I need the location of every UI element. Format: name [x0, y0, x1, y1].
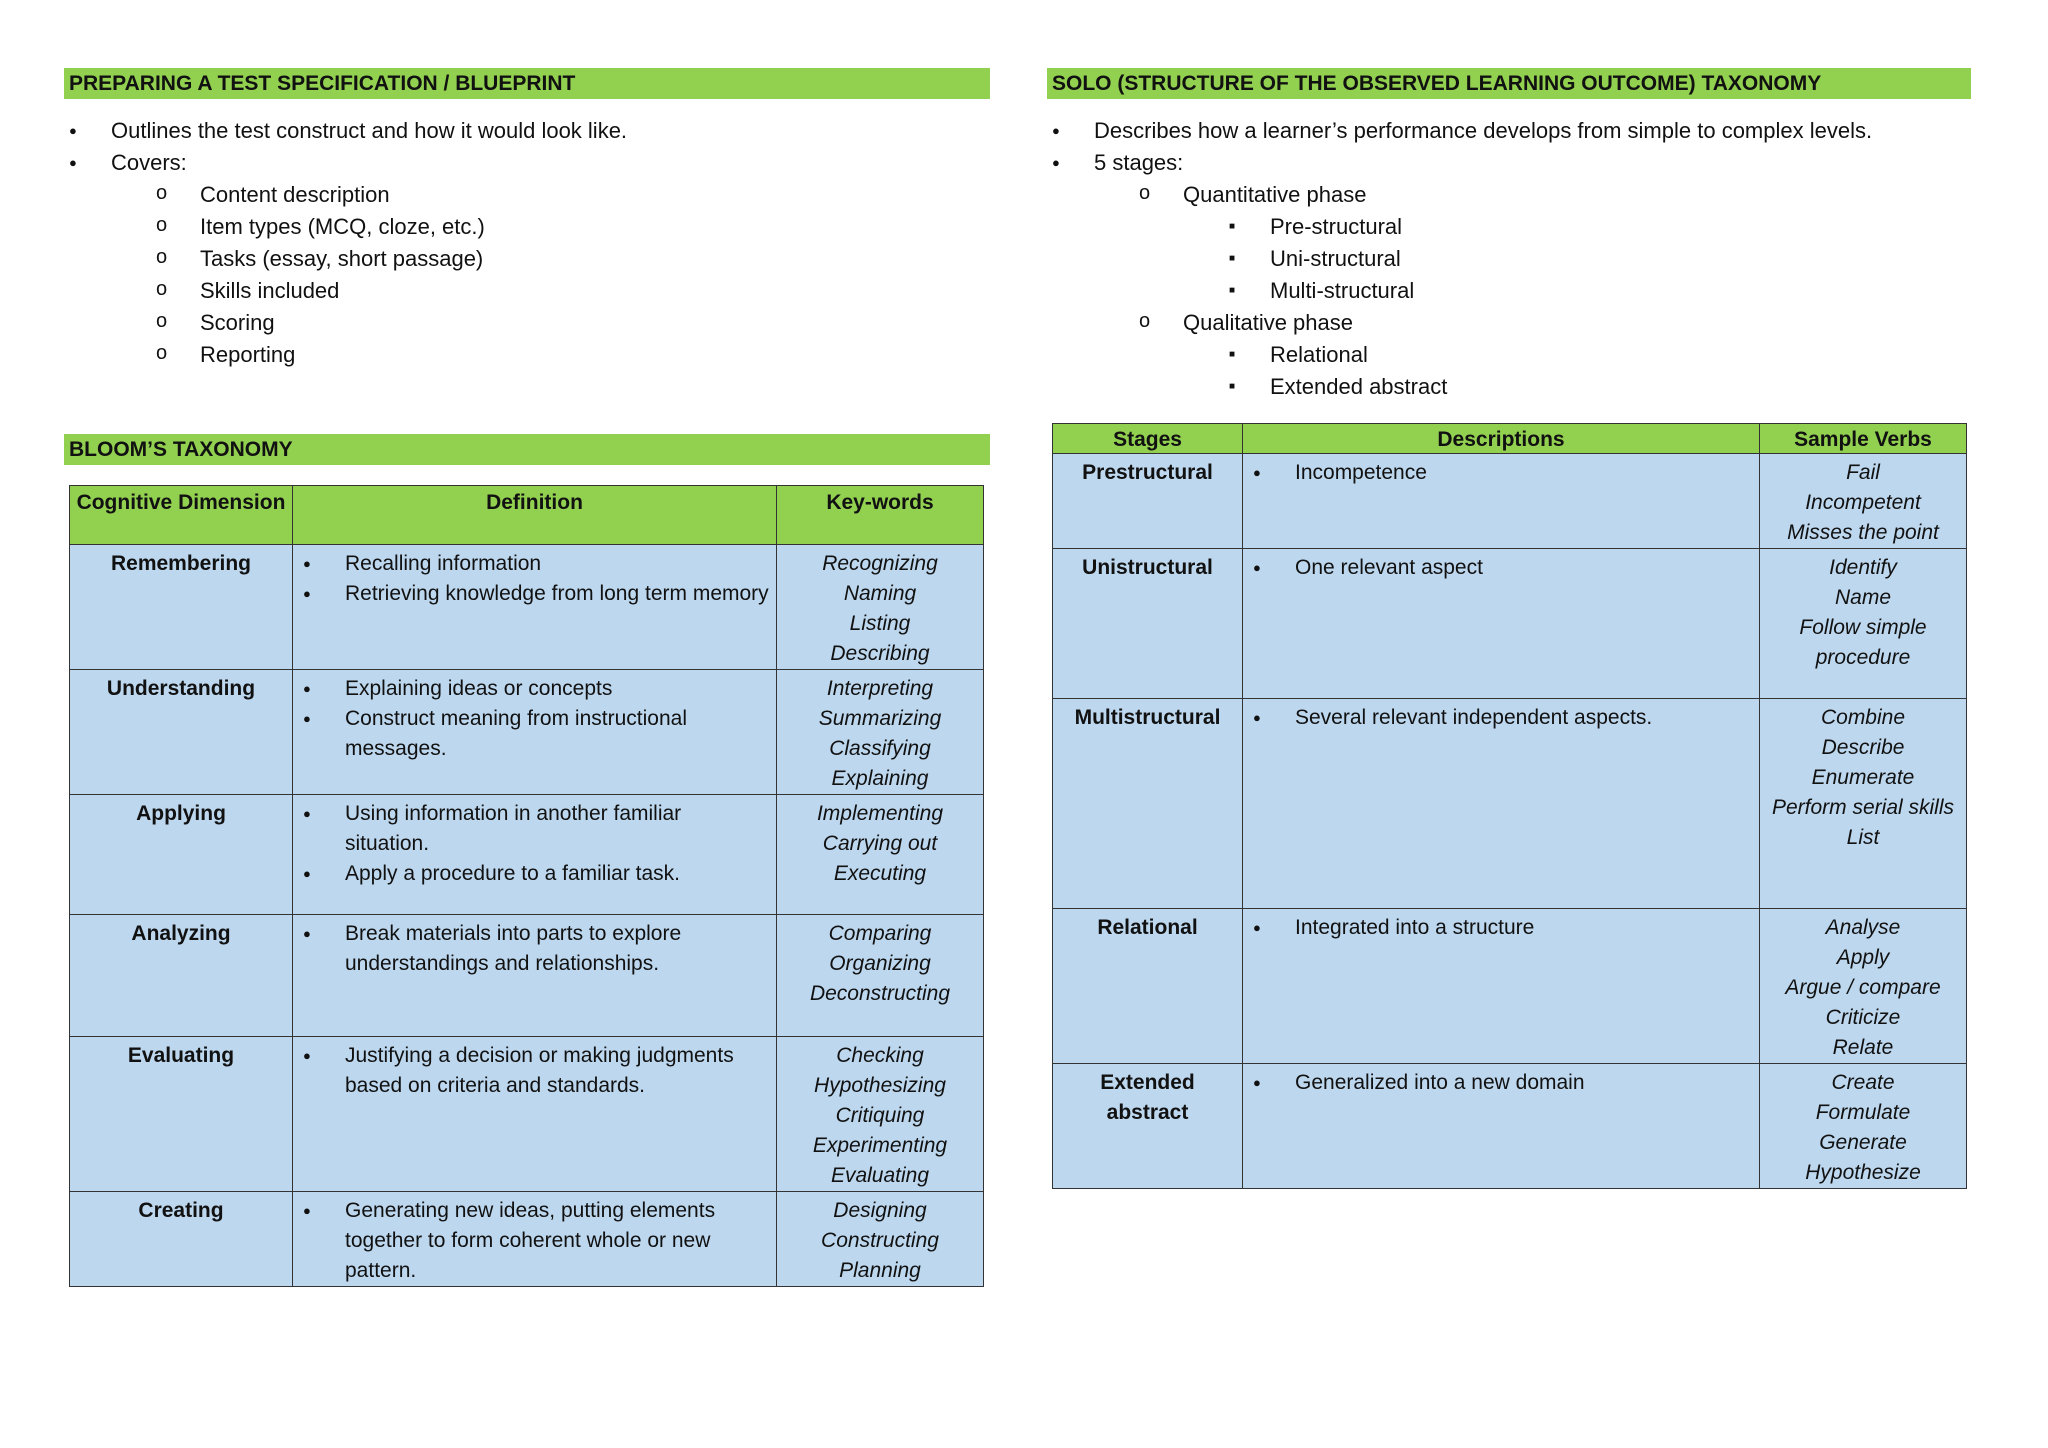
keyword: Identify — [1829, 556, 1897, 579]
left-column — [64, 68, 990, 1287]
keyword: Experimenting — [812, 1134, 948, 1157]
keyword: Comparing — [828, 922, 932, 945]
list-item: ● Describes how a learner’s performance develops from simple to complex levels. — [1047, 115, 1971, 147]
table-row — [1053, 1064, 1967, 1189]
header-key-words: Key-words — [777, 486, 984, 545]
cell-bullet-list — [299, 919, 770, 979]
list-item: ● Incompetence — [1249, 458, 1753, 488]
cell-bullet-list — [1249, 1068, 1753, 1098]
keyword: Formulate — [1815, 1101, 1911, 1124]
keyword: Describe — [1821, 736, 1905, 759]
table-header-row — [70, 486, 984, 545]
keyword: Follow simple procedure — [1799, 616, 1927, 669]
list-item: o Content description — [64, 179, 990, 211]
keyword: Apply — [1836, 946, 1890, 969]
list-item: o Qualitative phase — [1047, 307, 1971, 339]
row-label-cell: Unistructural — [1053, 549, 1243, 699]
cell-bullet-list — [299, 1196, 770, 1286]
bloom-table — [69, 485, 984, 1287]
row-keywords-cell — [1760, 454, 1967, 549]
keyword: Listing — [849, 612, 911, 635]
row-label-cell: Prestructural — [1053, 454, 1243, 549]
cell-bullet-list — [299, 799, 770, 889]
row-keywords-cell — [1760, 549, 1967, 699]
list-item: o Tasks (essay, short passage) — [64, 243, 990, 275]
cell-bullet-list — [1249, 553, 1753, 583]
keyword: Checking — [836, 1044, 924, 1067]
list-item: o Reporting — [64, 339, 990, 371]
row-definition-cell — [293, 915, 777, 1037]
list-item: o Scoring — [64, 307, 990, 339]
list-item: ■ Uni-structural — [1047, 243, 1971, 275]
list-item: ● Generalized into a new domain — [1249, 1068, 1753, 1098]
row-definition-cell — [293, 1192, 777, 1287]
table-row — [70, 915, 984, 1037]
row-keywords-cell — [777, 545, 984, 670]
cell-bullet-list — [1249, 703, 1753, 733]
keyword: Summarizing — [818, 707, 942, 730]
row-keywords-cell — [1760, 1064, 1967, 1189]
table-row — [70, 1037, 984, 1192]
row-keywords-cell — [777, 1192, 984, 1287]
table-row — [1053, 454, 1967, 549]
list-item: ● Integrated into a structure — [1249, 913, 1753, 943]
solo-bullets — [1047, 115, 1971, 403]
row-label-cell: Remembering — [70, 545, 293, 670]
keyword: Recognizing — [822, 552, 938, 575]
keyword: List — [1846, 826, 1880, 849]
table-row — [1053, 549, 1967, 699]
row-definition-cell — [1243, 549, 1760, 699]
list-item: ■ Multi-structural — [1047, 275, 1971, 307]
header-definition: Definition — [293, 486, 777, 545]
header-stages: Stages — [1053, 424, 1243, 454]
row-definition-cell — [293, 670, 777, 795]
keyword: Hypothesize — [1805, 1161, 1921, 1184]
blueprint-heading: PREPARING A TEST SPECIFICATION / BLUEPRINT — [64, 68, 990, 99]
row-keywords-cell — [1760, 909, 1967, 1064]
table-row — [70, 670, 984, 795]
list-item: o Skills included — [64, 275, 990, 307]
row-label-cell: Relational — [1053, 909, 1243, 1064]
keyword: Name — [1834, 586, 1892, 609]
keyword: Argue / compare — [1785, 976, 1941, 999]
row-keywords-cell — [1760, 699, 1967, 909]
keyword: Perform serial skills — [1771, 796, 1955, 819]
list-item: ■ Extended abstract — [1047, 371, 1971, 403]
row-label-cell: Multistructural — [1053, 699, 1243, 909]
row-label-cell: Extended abstract — [1053, 1064, 1243, 1189]
keyword: Evaluating — [830, 1164, 930, 1187]
keyword: Executing — [833, 862, 927, 885]
cell-bullet-list — [299, 1041, 770, 1101]
list-item: ● Several relevant independent aspects. — [1249, 703, 1753, 733]
table-row — [70, 545, 984, 670]
keyword: Fail — [1846, 461, 1880, 484]
list-item: ● Covers: — [64, 147, 990, 179]
row-definition-cell — [1243, 454, 1760, 549]
table-row — [1053, 909, 1967, 1064]
keyword: Enumerate — [1811, 766, 1915, 789]
row-keywords-cell — [777, 915, 984, 1037]
keyword: Misses the point — [1787, 521, 1939, 544]
keyword: Deconstructing — [809, 982, 951, 1005]
list-item: ● Apply a procedure to a familiar task. — [299, 859, 770, 889]
row-definition-cell — [293, 545, 777, 670]
keyword: Implementing — [816, 802, 944, 825]
keyword: Criticize — [1825, 1006, 1901, 1029]
row-label-cell: Applying — [70, 795, 293, 915]
row-definition-cell — [1243, 909, 1760, 1064]
list-item: ■ Pre-structural — [1047, 211, 1971, 243]
row-label-cell: Creating — [70, 1192, 293, 1287]
list-item: ● 5 stages: — [1047, 147, 1971, 179]
right-column — [1047, 68, 1971, 1189]
list-item: ● Using information in another familiar situation. — [299, 799, 770, 859]
keyword: Incompetent — [1805, 491, 1921, 514]
keyword: Interpreting — [826, 677, 934, 700]
list-item: ● Break materials into parts to explore understandings and relationships. — [299, 919, 770, 979]
keyword: Hypothesizing — [814, 1074, 946, 1097]
row-keywords-cell — [777, 1037, 984, 1192]
row-definition-cell — [1243, 699, 1760, 909]
table-row — [1053, 699, 1967, 909]
list-item: ● Construct meaning from instructional messages. — [299, 704, 770, 764]
row-keywords-cell — [777, 795, 984, 915]
keyword: Create — [1831, 1071, 1895, 1094]
row-label-cell: Understanding — [70, 670, 293, 795]
list-item: ■ Relational — [1047, 339, 1971, 371]
keyword: Explaining — [831, 767, 929, 790]
keyword: Carrying out — [822, 832, 938, 855]
cell-bullet-list — [1249, 458, 1753, 488]
bloom-heading: BLOOM’S TAXONOMY — [64, 434, 990, 465]
keyword: Describing — [830, 642, 930, 665]
header-descriptions: Descriptions — [1243, 424, 1760, 454]
keyword: Classifying — [829, 737, 931, 760]
solo-heading: SOLO (STRUCTURE OF THE OBSERVED LEARNING OUTCOME) TAXONOMY — [1047, 68, 1971, 99]
list-item: ● Explaining ideas or concepts — [299, 674, 770, 704]
list-item: ● Outlines the test construct and how it would look like. — [64, 115, 990, 147]
keyword: Analyse — [1825, 916, 1901, 939]
list-item: o Item types (MCQ, cloze, etc.) — [64, 211, 990, 243]
keyword: Naming — [843, 582, 917, 605]
row-definition-cell — [293, 795, 777, 915]
list-item: o Quantitative phase — [1047, 179, 1971, 211]
list-item: ● Generating new ideas, putting elements together to form coherent whole or new pattern. — [299, 1196, 770, 1286]
list-item: ● Recalling information — [299, 549, 770, 579]
row-definition-cell — [293, 1037, 777, 1192]
row-keywords-cell — [777, 670, 984, 795]
keyword: Planning — [839, 1259, 921, 1282]
keyword: Combine — [1820, 706, 1906, 729]
keyword: Critiquing — [835, 1104, 925, 1127]
keyword: Relate — [1832, 1036, 1894, 1059]
blueprint-bullets — [64, 115, 990, 371]
list-item: ● One relevant aspect — [1249, 553, 1753, 583]
list-item: ● Retrieving knowledge from long term memory — [299, 579, 770, 609]
header-cognitive-dimension: Cognitive Dimension — [70, 486, 293, 545]
table-row — [70, 1192, 984, 1287]
cell-bullet-list — [299, 674, 770, 764]
row-definition-cell — [1243, 1064, 1760, 1189]
keyword: Organizing — [829, 952, 931, 975]
row-label-cell: Analyzing — [70, 915, 293, 1037]
cell-bullet-list — [1249, 913, 1753, 943]
cell-bullet-list — [299, 549, 770, 609]
keyword: Generate — [1819, 1131, 1907, 1154]
table-row — [70, 795, 984, 915]
keyword: Constructing — [821, 1229, 939, 1252]
solo-table — [1052, 423, 1967, 1189]
header-sample-verbs: Sample Verbs — [1760, 424, 1967, 454]
row-label-cell: Evaluating — [70, 1037, 293, 1192]
keyword: Designing — [833, 1199, 927, 1222]
table-header-row — [1053, 424, 1967, 454]
list-item: ● Justifying a decision or making judgments based on criteria and standards. — [299, 1041, 770, 1101]
